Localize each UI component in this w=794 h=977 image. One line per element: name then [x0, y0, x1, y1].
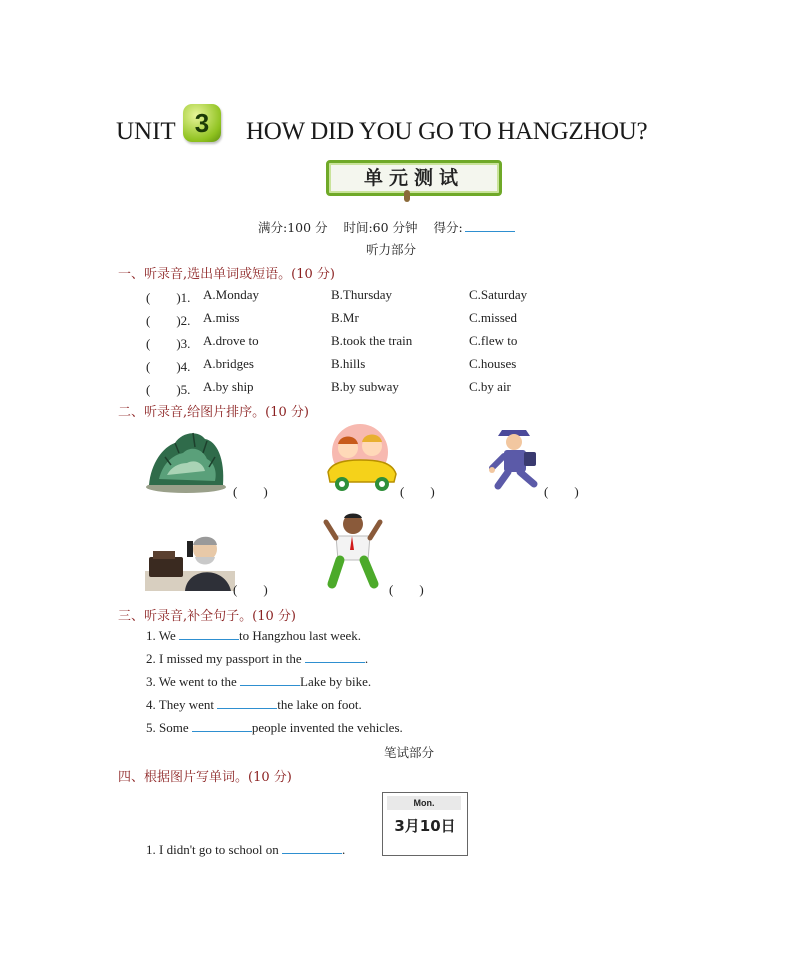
- s3-sentence-4: 4. They went the lake on foot.: [146, 697, 362, 712]
- s1-q1-option-a[interactable]: A.Monday: [203, 287, 259, 302]
- unit-number-badge: 3: [183, 104, 221, 142]
- banner-hanger-icon: [404, 190, 410, 202]
- telephone-inventor-picture: [145, 527, 235, 591]
- calendar-day: Mon.: [387, 796, 461, 810]
- s1-q3-option-c[interactable]: C.flew to: [469, 333, 518, 348]
- s1-q4-option-a[interactable]: A.bridges: [203, 356, 254, 371]
- s1-q3-option-a[interactable]: A.drove to: [203, 333, 259, 348]
- s1-q1-number: ( )1.: [146, 290, 191, 305]
- section-3-title: 三、听录音,补全句子。(10 分): [118, 609, 296, 624]
- writing-part-heading: 笔试部分: [384, 745, 435, 760]
- s1-q1-option-c[interactable]: C.Saturday: [469, 287, 528, 302]
- page-header: [0, 108, 794, 152]
- s3-blank-2[interactable]: [305, 662, 365, 663]
- s3-sentence-3: 3. We went to the Lake by bike.: [146, 674, 372, 689]
- time-limit: 时间:60 分钟: [343, 220, 418, 235]
- s1-q5-option-a[interactable]: A.by ship: [203, 379, 254, 394]
- picture-1-answer[interactable]: ( ): [233, 484, 268, 499]
- hills-picture: [145, 423, 227, 493]
- s1-q3-number: ( )3.: [146, 336, 191, 351]
- s3-sentence-1: 1. We to Hangzhou last week.: [146, 628, 362, 643]
- picture-3-answer[interactable]: ( ): [544, 484, 579, 499]
- kids-car-picture: [318, 422, 402, 494]
- score-label: 得分:: [433, 220, 463, 235]
- s1-q2-number: ( )2.: [146, 313, 191, 328]
- picture-2-answer[interactable]: ( ): [400, 484, 435, 499]
- section-2-title: 二、听录音,给图片排序。(10 分): [118, 405, 309, 420]
- s1-q2-option-b[interactable]: B.Mr: [331, 310, 359, 325]
- unit-label: UNIT: [116, 118, 176, 145]
- picture-4-answer[interactable]: ( ): [233, 582, 268, 597]
- full-score: 满分:100 分: [258, 220, 328, 235]
- score-line: [258, 218, 515, 236]
- angry-man-picture: [322, 510, 384, 592]
- s3-sentence-2: 2. I missed my passport in the .: [146, 651, 369, 666]
- s1-q4-option-c[interactable]: C.houses: [469, 356, 517, 371]
- s1-q5-number: ( )5.: [146, 382, 191, 397]
- s3-blank-1[interactable]: [179, 639, 239, 640]
- unit-test-banner: [318, 156, 506, 200]
- calendar-date: 3月10日: [394, 817, 456, 835]
- s4-sentence-1: 1. I didn't go to school on .: [146, 842, 346, 857]
- picture-5-answer[interactable]: ( ): [389, 582, 424, 597]
- page-title: HOW DID YOU GO TO HANGZHOU?: [246, 118, 648, 145]
- s3-blank-4[interactable]: [217, 708, 277, 709]
- score-blank[interactable]: [465, 231, 515, 232]
- s3-blank-5[interactable]: [192, 731, 252, 732]
- s1-q4-option-b[interactable]: B.hills: [331, 356, 366, 371]
- s1-q2-option-c[interactable]: C.missed: [469, 310, 518, 325]
- postman-picture: [486, 422, 546, 492]
- section-1-title: 一、听录音,选出单词或短语。(10 分): [118, 267, 335, 282]
- listening-part-heading: 听力部分: [366, 242, 417, 257]
- section-4-title: 四、根据图片写单词。(10 分): [118, 770, 292, 785]
- s1-q3-option-b[interactable]: B.took the train: [331, 333, 413, 348]
- s3-blank-3[interactable]: [240, 685, 300, 686]
- calendar-picture: [382, 792, 468, 856]
- s4-blank-1[interactable]: [282, 853, 342, 854]
- s1-q5-option-c[interactable]: C.by air: [469, 379, 511, 394]
- s1-q5-option-b[interactable]: B.by subway: [331, 379, 399, 394]
- s1-q1-option-b[interactable]: B.Thursday: [331, 287, 393, 302]
- s1-q4-number: ( )4.: [146, 359, 191, 374]
- s3-sentence-5: 5. Some people invented the vehicles.: [146, 720, 403, 735]
- banner-text: 单元测试: [363, 167, 464, 189]
- s1-q2-option-a[interactable]: A.miss: [203, 310, 240, 325]
